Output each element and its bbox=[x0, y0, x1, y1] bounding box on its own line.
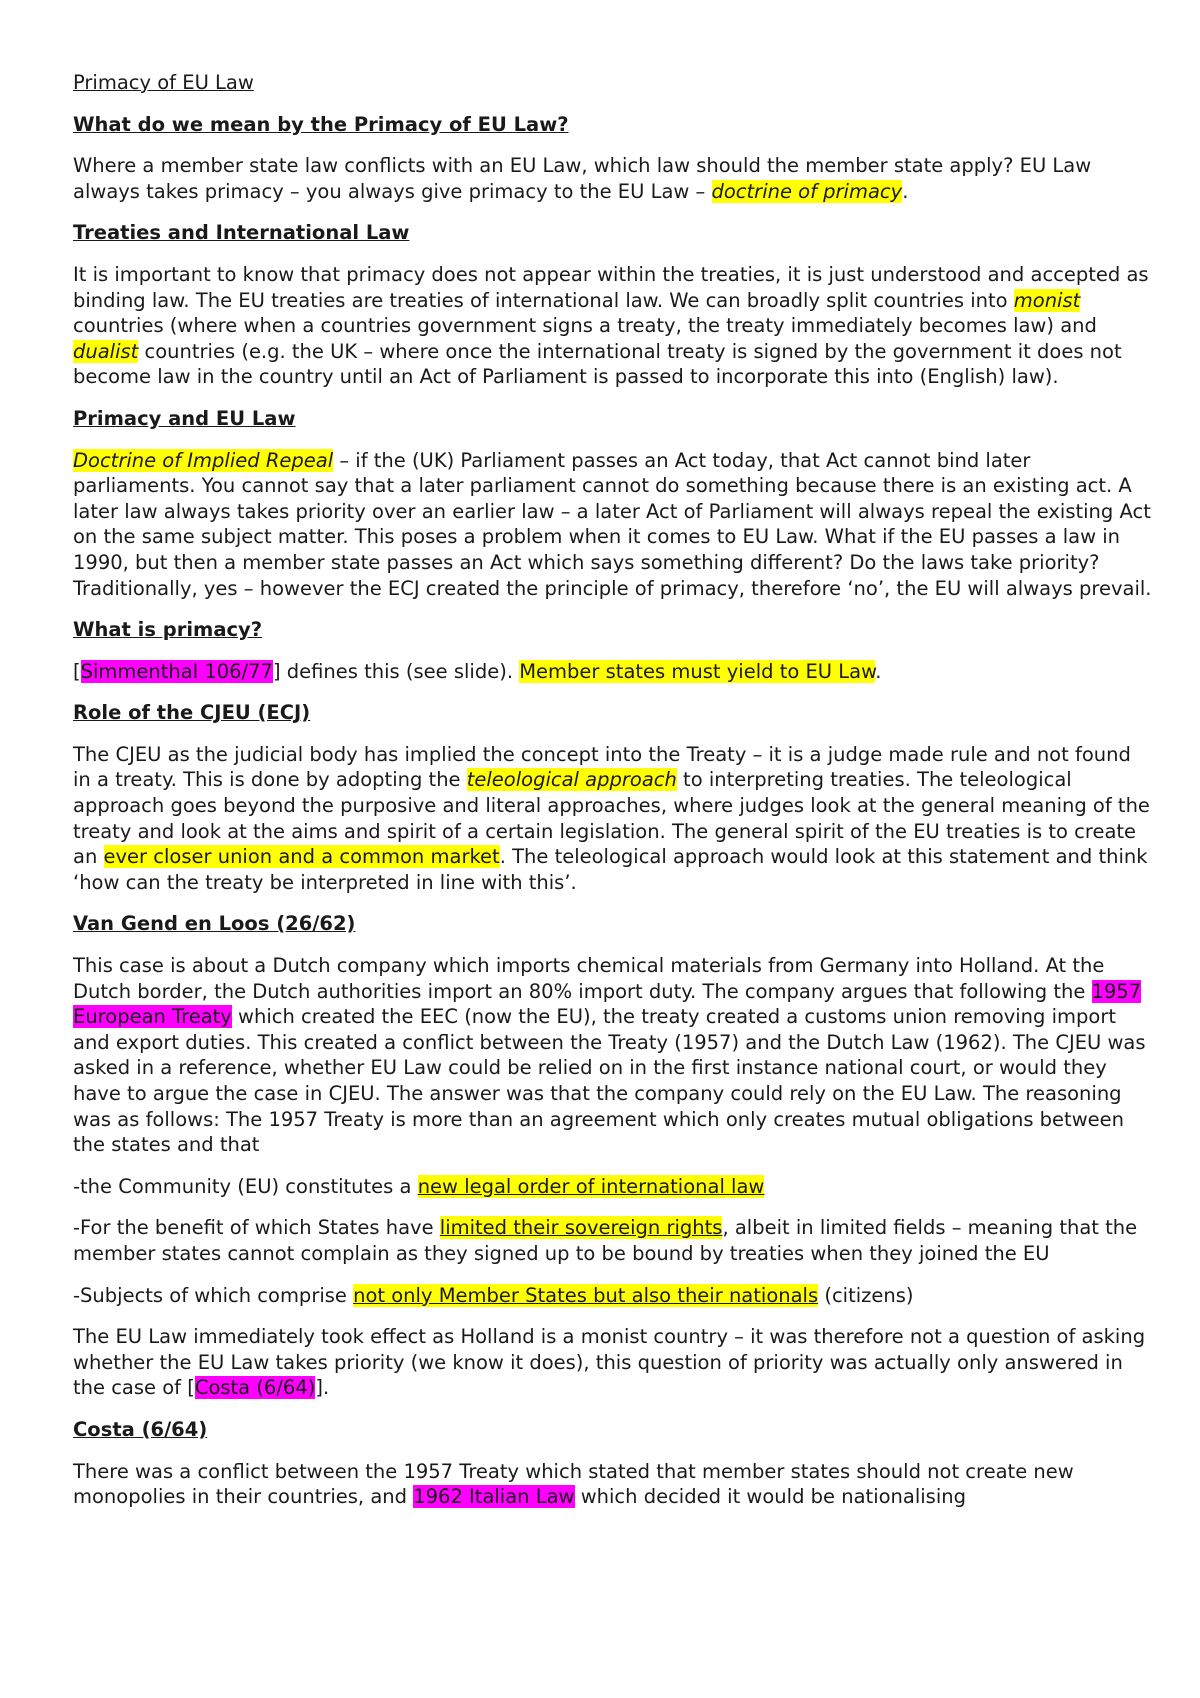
paragraph: Doctrine of Implied Repeal – if the (UK) Parliament passes an Act today, that Act cannot bind later parliaments. You cannot say that a later parliament cannot do something because there is an existing act. A later law always takes priority over an earlier law – a later Act of Parliament will always repeal the existing Act on the same subject matter. This poses a problem when it comes to EU Law. What if the EU passes a law in 1990, but then a member state passes an Act which says something different? Do the laws take priority? Traditionally, yes – however the ECJ created the principle of primacy, therefore ‘no’, the EU will always prevail. bbox=[73, 448, 1152, 600]
heading-what-is-primacy: What is primacy? bbox=[73, 618, 263, 642]
document-title: Primacy of EU Law bbox=[73, 71, 254, 94]
case-highlight: Costa (6/64) bbox=[194, 1376, 316, 1400]
highlight: doctrine of primacy bbox=[711, 179, 903, 203]
paragraph: There was a conflict between the 1957 Treaty which stated that member states should not create new monopolies in their countries, and 1962 Italian Law which decided it would be nationalising bbox=[73, 1459, 1074, 1509]
highlight: not only Member States but also their nationals bbox=[353, 1283, 819, 1307]
highlight: Doctrine of Implied Repeal bbox=[73, 448, 334, 472]
heading-costa: Costa (6/64) bbox=[73, 1417, 208, 1441]
highlight: new legal order of international law bbox=[417, 1174, 765, 1198]
highlight: teleological approach bbox=[466, 768, 677, 792]
heading-what-do-we-mean: What do we mean by the Primacy of EU Law? bbox=[73, 112, 569, 136]
paragraph: -the Community (EU) constitutes a new legal order of international law bbox=[73, 1174, 765, 1198]
heading-van-gend-en-loos: Van Gend en Loos (26/62) bbox=[73, 912, 356, 936]
paragraph: The CJEU as the judicial body has implied the concept into the Treaty – it is a judge made rule and not found in a treaty. This is done by adopting the teleological approach to interpreting treaties. The teleological approach goes beyond the purposive and literal approaches, where judges look at the general meaning of the treaty and look at the aims and spirit of a certain legislation. The general spirit of the EU treaties is to create an ever closer union and a common market. The teleological approach would look at this statement and think ‘how can the treaty be interpreted in line with this’. bbox=[73, 742, 1150, 894]
case-highlight: 1957 European Treaty bbox=[73, 979, 1142, 1029]
paragraph: It is important to know that primacy does not appear within the treaties, it is just understood and accepted as binding law. The EU treaties are treaties of international law. We can broadly split countries into monist countries (where when a countries government signs a treaty, the treaty immediately becomes law) and dualist countries (e.g. the UK – where once the international treaty is signed by the government it does not become law in the country until an Act of Parliament is passed to incorporate this into (English) law). bbox=[73, 262, 1149, 389]
paragraph: This case is about a Dutch company which imports chemical materials from Germany into Holland. At the Dutch border, the Dutch authorities import an 80% import duty. The company argues that following the 1957 European Treaty which created the EEC (now the EU), the treaty created a customs union removing import and export duties. This created a conflict between the Treaty (1957) and the Dutch Law (1962). The CJEU was asked in a reference, whether EU Law could be relied on in the first instance national court, or would they have to argue the case in CJEU. The answer was that the company could rely on the EU Law. The reasoning was as follows: The 1957 Treaty is more than an agreement which only creates mutual obligations between the states and that bbox=[73, 954, 1146, 1157]
case-highlight: 1962 Italian Law bbox=[413, 1485, 575, 1509]
paragraph: -Subjects of which comprise not only Member States but also their nationals (citizens) bbox=[73, 1283, 914, 1307]
paragraph: -For the benefit of which States have limited their sovereign rights, albeit in limited fields – meaning that the member states cannot complain as they signed up to be bound by treaties when they joined the EU bbox=[73, 1216, 1138, 1265]
highlight: limited their sovereign rights bbox=[439, 1216, 723, 1240]
highlight: monist bbox=[1013, 288, 1081, 312]
document-page bbox=[73, 70, 1153, 1526]
paragraph: Where a member state law conflicts with an EU Law, which law should the member state apply? EU Law always takes primacy – you always give primacy to the EU Law – doctrine of primacy. bbox=[73, 154, 1092, 203]
heading-primacy-and-eu-law: Primacy and EU Law bbox=[73, 406, 296, 430]
highlight: ever closer union and a common market bbox=[103, 845, 500, 869]
paragraph: [Simmenthal 106/77] defines this (see slide). Member states must yield to EU Law. bbox=[73, 659, 882, 683]
heading-role-of-cjeu: Role of the CJEU (ECJ) bbox=[73, 701, 311, 725]
paragraph: The EU Law immediately took effect as Holland is a monist country – it was therefore not a question of asking whether the EU Law takes priority (we know it does), this question of priority was actually only answered in the case of [Costa (6/64)]. bbox=[73, 1325, 1146, 1400]
heading-treaties: Treaties and International Law bbox=[73, 221, 410, 245]
case-highlight: Simmenthal 106/77 bbox=[80, 659, 273, 683]
highlight: dualist bbox=[73, 339, 139, 363]
highlight: Member states must yield to EU Law bbox=[519, 659, 876, 683]
